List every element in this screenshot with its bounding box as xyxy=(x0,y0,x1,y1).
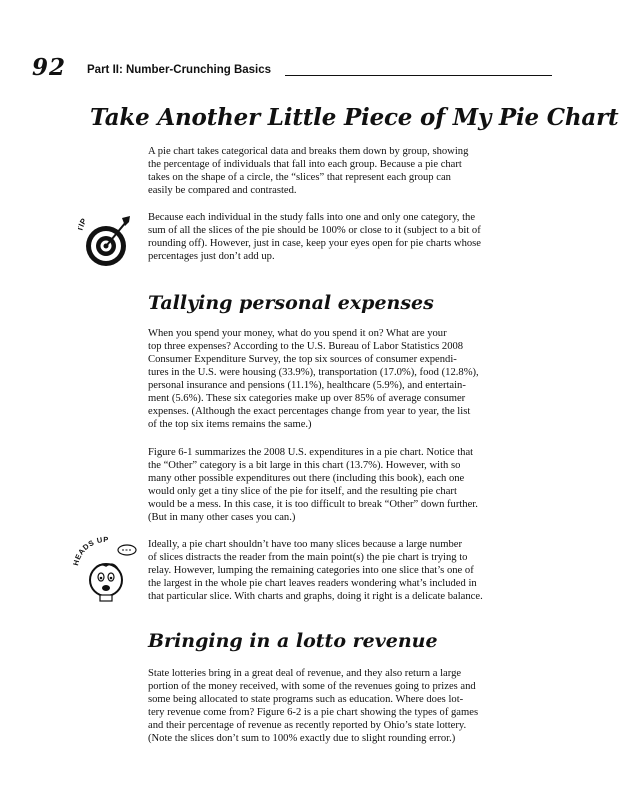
svg-text:TIP xyxy=(78,216,89,232)
text-line: relay. However, lumping the remaining categories into one slice that’s one of xyxy=(148,565,474,577)
intro-paragraph xyxy=(148,145,582,197)
text-line: top three expenses? According to the U.S. Bureau of Labor Statistics 2008 xyxy=(148,341,464,353)
text-line: takes on the shape of a circle, the “slices” that represent each group can xyxy=(148,172,451,184)
text-line: some being allocated to state programs such as education. Where does lot- xyxy=(148,694,464,706)
page-number: 92 xyxy=(32,54,67,81)
subsection-heading-expenses: Tallying personal expenses xyxy=(148,292,434,314)
text-line: Consumer Expenditure Survey, the top six sources of consumer expendi- xyxy=(148,354,457,366)
text-line: of slices distracts the reader from the main point(s) the pie chart is trying to xyxy=(148,552,468,564)
text-line: the percentage of individuals that fall into each group. Because a pie chart xyxy=(148,159,462,171)
text-line: easily be compared and contrasted. xyxy=(148,185,297,197)
text-line: (Note the slices don’t sum to 100% exactly due to slight rounding error.) xyxy=(148,733,456,745)
tip-paragraph xyxy=(148,211,582,263)
text-line: Figure 6-1 summarizes the 2008 U.S. expenditures in a pie chart. Notice that xyxy=(148,447,474,458)
text-line: and their percentage of revenue as recently reported by Ohio’s state lottery. xyxy=(148,720,467,732)
text-line: expenses. (Although the exact percentages change from year to year, the list xyxy=(148,406,471,418)
text-line: rounding off). However, just in case, keep your eyes open for pie charts whose xyxy=(148,238,481,250)
lotto-paragraph xyxy=(148,667,582,745)
figure-summary-paragraph xyxy=(148,446,582,524)
tip-icon xyxy=(78,206,136,270)
text-line: tures in the U.S. were housing (33.9%), transportation (17.0%), food (12.8%), xyxy=(148,367,479,379)
text-line: tery revenue come from? Figure 6-2 is a pie chart showing the types of games xyxy=(148,707,479,719)
part-title: Part II: Number-Crunching Basics xyxy=(87,64,272,76)
heads-up-paragraph xyxy=(148,538,582,603)
text-line: sum of all the slices of the pie should be 100% or close to it (subject to a bit of xyxy=(148,225,481,237)
running-header xyxy=(32,56,552,84)
text-line: that particular slice. With charts and graphs, doing it right is a delicate balance. xyxy=(148,591,483,603)
svg-text:HEADS UP xyxy=(72,536,109,567)
text-line: State lotteries bring in a great deal of revenue, and they also return a large xyxy=(148,668,462,679)
text-line: Because each individual in the study falls into one and only one category, the xyxy=(148,212,476,223)
text-line: would only get a tiny slice of the pie for itself, and the resulting pie chart xyxy=(148,486,457,498)
text-line: A pie chart takes categorical data and breaks them down by group, showing xyxy=(148,146,469,157)
text-line: many other possible expenditures out there (including this book), each one xyxy=(148,473,465,485)
text-line: the “Other” category is a bit large in this chart (13.7%). However, with so xyxy=(148,460,461,472)
expenses-paragraph xyxy=(148,327,582,431)
text-line: of the top six items remains the same.) xyxy=(148,419,312,431)
header-rule xyxy=(285,75,552,76)
text-line: would be a mess. In this case, it is too difficult to break “Other” down further. xyxy=(148,499,478,511)
text-line: (But in many other cases you can.) xyxy=(148,512,296,524)
heads-up-icon-label: HEADS UP xyxy=(72,536,109,567)
text-line: personal insurance and pensions (11.1%), healthcare (5.9%), and entertain- xyxy=(148,380,466,392)
text-line: the largest in the whole pie chart leaves readers wondering what’s included in xyxy=(148,578,477,590)
section-title: Take Another Little Piece of My Pie Chart xyxy=(90,104,619,131)
text-line: ment (5.6%). These six categories make up over 85% of average consumer xyxy=(148,393,466,405)
tip-icon-label: P xyxy=(78,216,89,227)
heads-up-icon xyxy=(72,536,142,606)
text-line: When you spend your money, what do you spend it on? What are your xyxy=(148,328,447,339)
text-line: portion of the money received, with some of the revenues going to prizes and xyxy=(148,681,476,693)
subsection-heading-lotto: Bringing in a lotto revenue xyxy=(148,630,438,652)
text-line: percentages just don’t add up. xyxy=(148,251,275,263)
text-line: Ideally, a pie chart shouldn’t have too many slices because a large number xyxy=(148,539,462,550)
